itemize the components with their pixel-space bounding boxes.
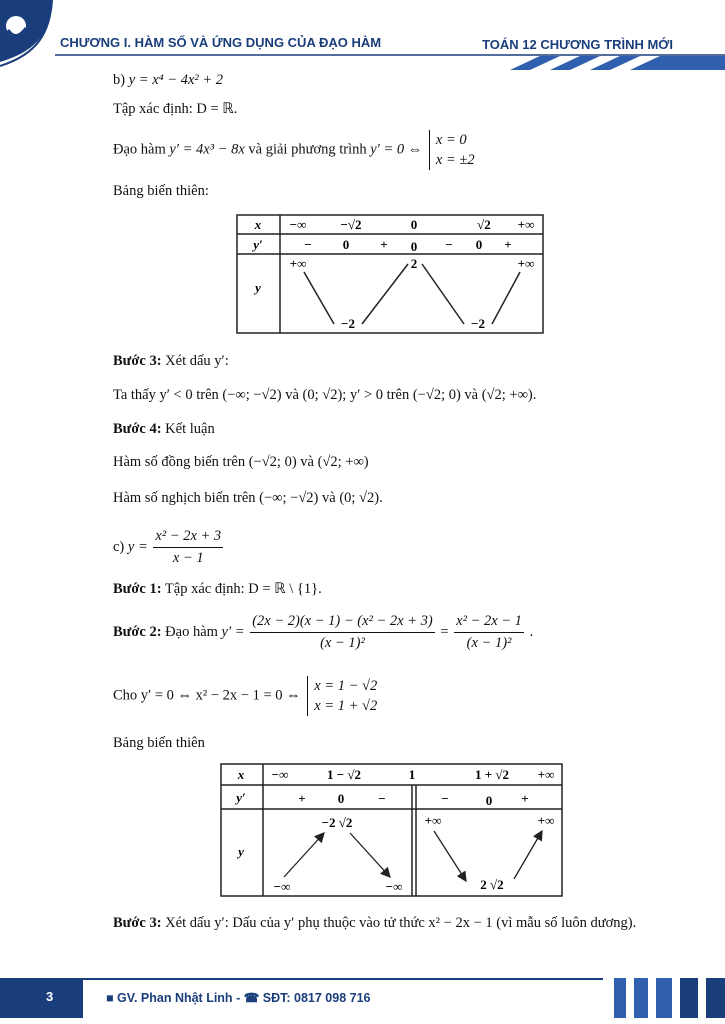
table-c-arrow [350,833,390,877]
part-b-step4: Bước 4: Kết luận [113,421,215,437]
table-b-y-value: −2 [471,316,485,331]
table-c-y-value: −∞ [385,879,403,894]
variation-table-b [236,214,546,336]
table-c-x-value: 1 − √2 [326,767,362,782]
table-c-sign: − [378,791,386,806]
table-b-x-label: x [254,217,262,232]
simplified-fraction: $\frac{\text{x² − 2x − 1}}{\text{(x − 1)²}}$ [456,613,522,651]
table-b-sign: − [304,237,312,252]
table-b-y-value: 2 [410,256,418,271]
table-b-sign: + [504,237,512,252]
document-icon: ■ [106,991,114,1005]
part-b-decreasing: Hàm số nghịch biến trên (−∞; −√2) và (0; √2). [113,490,383,506]
table-c-x-value: 1 + √2 [474,767,510,782]
part-c-table-title: Bảng biến thiên [113,735,205,751]
part-c-solve: Cho y′ = 0 ⇔ x² − 2x − 1 = 0 ⇔ x = 1 − √2 x = 1 + √2 [113,678,378,714]
part-c-fraction: $\frac{\text{x² − 2x + 3}}{x - 1}$ [155,528,222,566]
table-b-y-label: y [255,280,261,295]
table-c-x-label: x [237,767,245,782]
table-b-arrow [304,272,334,324]
derivative-fraction: $\frac{\text{(2x − 2)(x − 1) − (x² − 2x + 3)}}{\text{(x − 1)²}}$ [252,613,433,651]
part-b-domain: Tập xác định: D = ℝ. [113,101,238,117]
table-c-sign: 0 [485,793,493,808]
table-c-yp-label: y′ [236,790,246,805]
table-b-arrow [492,272,520,324]
table-c-arrow [434,831,466,881]
table-c-x-value: 1 [408,767,416,782]
chapter-title: CHƯƠNG I. HÀM SỐ VÀ ỨNG DỤNG CỦA ĐẠO HÀM [60,35,382,50]
table-c-y-value: 2 √2 [480,877,504,892]
root-system: x = 0 x = ±2 [429,130,475,170]
course-title: TOÁN 12 CHƯƠNG TRÌNH MỚI [482,37,673,52]
table-b-y-value: +∞ [289,256,307,271]
part-b-step3: Bước 3: Xét dấu y′: [113,353,229,369]
table-b-sign: + [380,237,388,252]
table-c-y-value: −2 √2 [321,815,353,830]
part-b-heading: b) y = x⁴ − 4x² + 2 [113,72,224,88]
table-b-sign: 0 [410,239,418,254]
table-b-arrow [422,264,464,324]
phone-icon: ☎ [243,991,260,1005]
table-c-arrow [514,831,542,879]
table-b-x-value: −∞ [289,217,307,232]
table-b-sign: 0 [342,237,350,252]
table-c-y-value: +∞ [537,813,555,828]
table-c-arrow [284,833,324,877]
table-c-y-value: −∞ [273,879,291,894]
table-b-x-value: +∞ [517,217,535,232]
table-c-y-label: y [238,844,244,859]
table-c-x-value: −∞ [271,767,289,782]
footer-author: ■ GV. Phan Nhật Linh - ☎ SĐT: 0817 098 716 [106,991,371,1005]
table-b-sign: 0 [475,237,483,252]
root-system-c: x = 1 − √2 x = 1 + √2 [307,676,377,716]
part-b-table-title: Bảng biến thiên: [113,183,209,199]
table-b-x-value: −√2 [340,217,362,232]
table-b-yp-label: y′ [253,237,263,252]
table-b-sign: − [445,237,453,252]
part-b-sign-analysis: Ta thấy y′ < 0 trên (−∞; −√2) và (0; √2); y′ > 0 trên (−√2; 0) và (√2; +∞). [113,387,537,403]
table-b-arrow [362,264,408,324]
part-c-step1: Bước 1: Tập xác định: D = ℝ \ {1}. [113,581,322,597]
part-c-heading: c) y = $\frac{\text{x² − 2x + 3}}{x - 1}$ [113,528,222,566]
table-c-y-value: +∞ [424,813,442,828]
part-b-derivative: Đạo hàm y′ = 4x³ − 8x và giải phương trình y′ = 0 ⇔ x = 0 x = ±2 [113,132,475,168]
page-number: 3 [46,989,54,1004]
variation-table-c [220,763,565,899]
table-b-y-value: +∞ [517,256,535,271]
part-b-function: y = x⁴ − 4x² + 2 [128,72,224,88]
table-c-sign: + [298,791,306,806]
table-b-x-value: 0 [410,217,418,232]
table-c-sign: 0 [337,791,345,806]
part-c-step2: Bước 2: Đạo hàm y′ = $\frac{\text{(2x − 2)(x − 1) − (x² − 2x + 3)}}{\text{(x − 1)²}}$ = $\frac{\text{x² − 2x − 1}}{\text{(x − 1)²}}$ . [113,613,534,651]
table-c-sign: − [441,791,449,806]
table-b-x-value: √2 [477,217,491,232]
table-b-y-value: −2 [341,316,355,331]
part-c-step3: Bước 3: Xét dấu y′: Dấu của y′ phụ thuộc vào tử thức x² − 2x − 1 (vì mẫu số luôn dương). [113,915,637,931]
table-c-sign: + [521,791,529,806]
part-b-increasing: Hàm số đồng biến trên (−√2; 0) và (√2; +∞) [113,454,369,470]
table-c-x-value: +∞ [537,767,555,782]
